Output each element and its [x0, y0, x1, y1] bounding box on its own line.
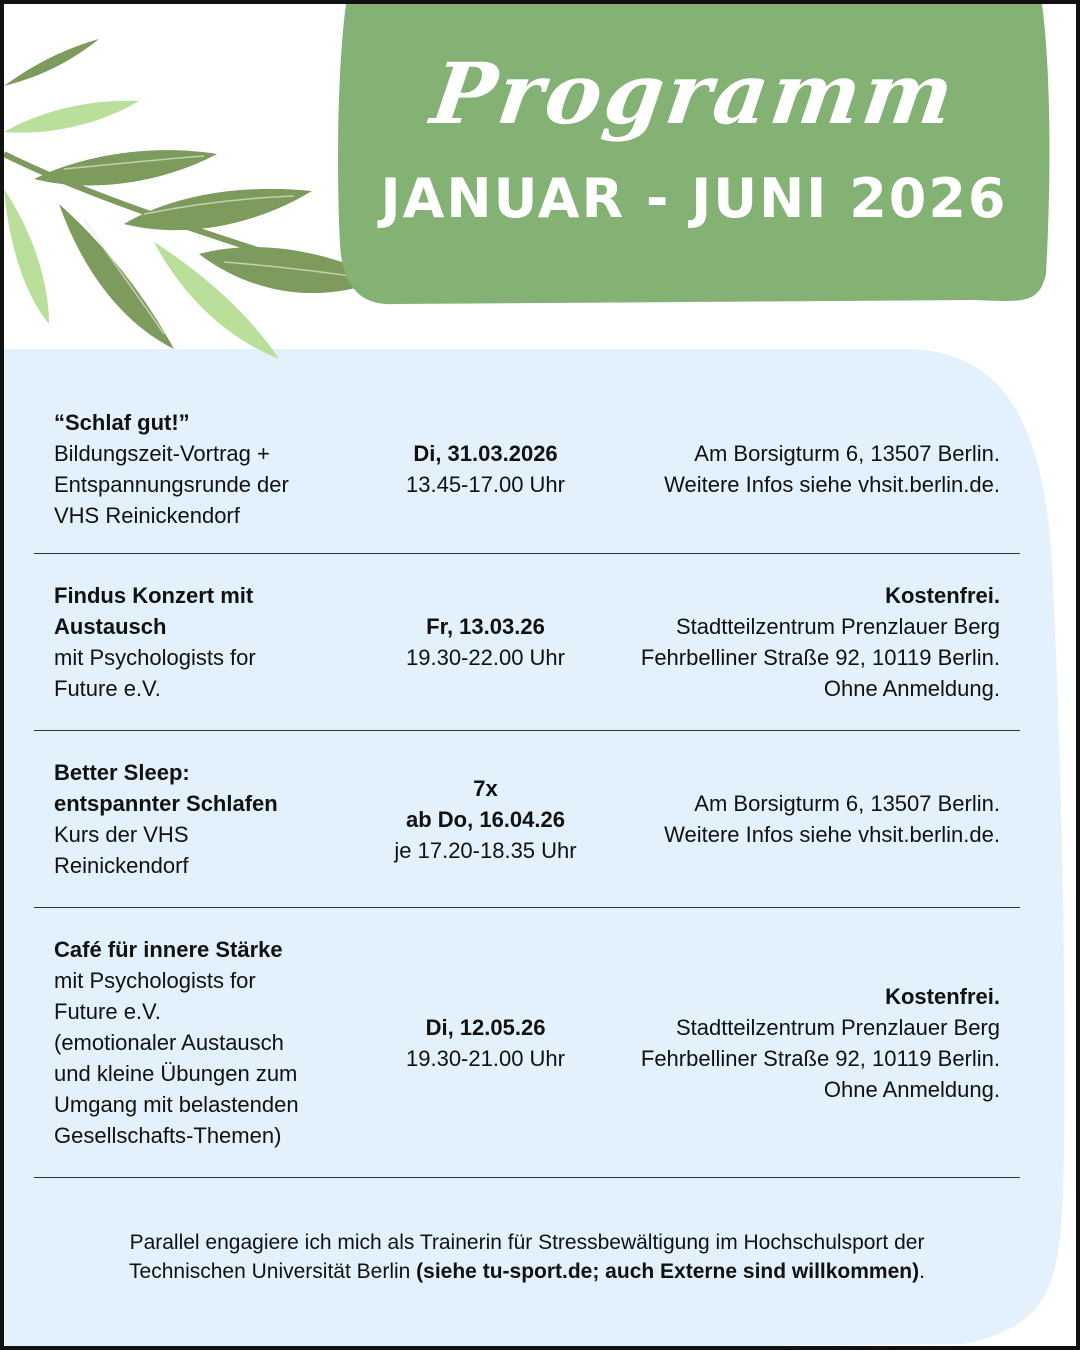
event-title: entspannter Schlafen — [54, 791, 278, 816]
event-title: “Schlaf gut!” — [54, 409, 190, 435]
footer-end: . — [919, 1260, 925, 1283]
event-location: Am Borsigturm 6, 13507 Berlin. — [694, 440, 1000, 466]
footer-text-2: Technischen Universität Berlin — [129, 1260, 417, 1283]
page-title: Programm — [425, 44, 963, 143]
event-time: 19.30-21.00 Uhr — [406, 1045, 565, 1071]
page-subtitle: JANUAR - JUNI 2026 — [380, 167, 1008, 230]
event-location-block — [607, 788, 1020, 850]
footer-text-1: Parallel engagiere ich mich als Trainerin für Stressbewältigung im Hochschulsport der — [129, 1231, 925, 1254]
event-location: Weitere Infos siehe vhsit.berlin.de. — [664, 822, 1000, 847]
event-time: 19.30-22.00 Uhr — [406, 645, 565, 670]
event-title-block — [34, 757, 364, 881]
event-description: und kleine Übungen zum — [54, 1061, 298, 1086]
event-location: Ohne Anmeldung. — [823, 1076, 1000, 1102]
event-description: Future e.V. — [54, 999, 161, 1024]
event-location: Stadtteilzentrum Prenzlauer Berg — [675, 614, 1000, 639]
event-time: je 17.20-18.35 Uhr — [394, 837, 577, 863]
event-description: Umgang mit belastenden — [54, 1092, 299, 1117]
event-date-block — [364, 773, 607, 866]
event-row — [34, 384, 1020, 554]
event-description: VHS Reinickendorf — [54, 502, 240, 528]
event-location: Fehrbelliner Straße 92, 10119 Berlin. — [640, 645, 1000, 670]
footer-note — [34, 1228, 1020, 1286]
event-location-block — [607, 981, 1020, 1105]
event-description: (emotionaler Austausch — [54, 1030, 284, 1055]
event-title: Better Sleep: — [54, 760, 190, 785]
event-time: 13.45-17.00 Uhr — [406, 471, 565, 497]
event-title: Café für innere Stärke — [54, 937, 283, 962]
event-location: Ohne Anmeldung. — [823, 676, 1000, 701]
event-location: Fehrbelliner Straße 92, 10119 Berlin. — [640, 1045, 1000, 1071]
event-location-block — [607, 580, 1020, 704]
event-date: Fr, 13.03.26 — [426, 614, 545, 639]
event-description: Gesellschafts-Themen) — [54, 1123, 282, 1148]
event-row — [34, 554, 1020, 731]
event-description: Entspannungsrunde der — [54, 471, 289, 497]
event-title-block — [34, 934, 364, 1151]
event-location-block — [607, 438, 1020, 500]
event-description: mit Psychologists for — [54, 968, 256, 993]
event-date-block — [364, 1012, 607, 1074]
event-date: Di, 12.05.26 — [425, 1014, 546, 1040]
event-row — [34, 731, 1020, 908]
event-description: Bildungszeit-Vortrag + — [54, 440, 270, 466]
event-title: Austausch — [54, 614, 167, 639]
event-description: Reinickendorf — [54, 853, 189, 878]
event-row — [34, 908, 1020, 1178]
event-description: mit Psychologists for — [54, 645, 256, 670]
event-price: Kostenfrei. — [885, 583, 1000, 608]
event-description: Future e.V. — [54, 676, 161, 701]
event-date-block — [364, 611, 607, 673]
event-location: Weitere Infos siehe vhsit.berlin.de. — [664, 471, 1000, 497]
event-location: Am Borsigturm 6, 13507 Berlin. — [694, 791, 1000, 816]
event-date: 7x — [473, 775, 498, 801]
event-list — [34, 384, 1020, 1178]
header — [364, 34, 1024, 230]
event-title-block — [34, 580, 364, 704]
event-date: ab Do, 16.04.26 — [406, 806, 565, 832]
footer-bold-text: (siehe tu-sport.de; auch Externe sind willkommen) — [416, 1260, 920, 1283]
event-title: Findus Konzert mit — [54, 583, 254, 608]
event-price: Kostenfrei. — [885, 983, 1000, 1009]
event-location: Stadtteilzentrum Prenzlauer Berg — [675, 1014, 1000, 1040]
event-date: Di, 31.03.2026 — [413, 440, 558, 466]
event-description: Kurs der VHS — [54, 822, 189, 847]
event-title-block — [34, 407, 364, 531]
event-date-block — [364, 438, 607, 500]
